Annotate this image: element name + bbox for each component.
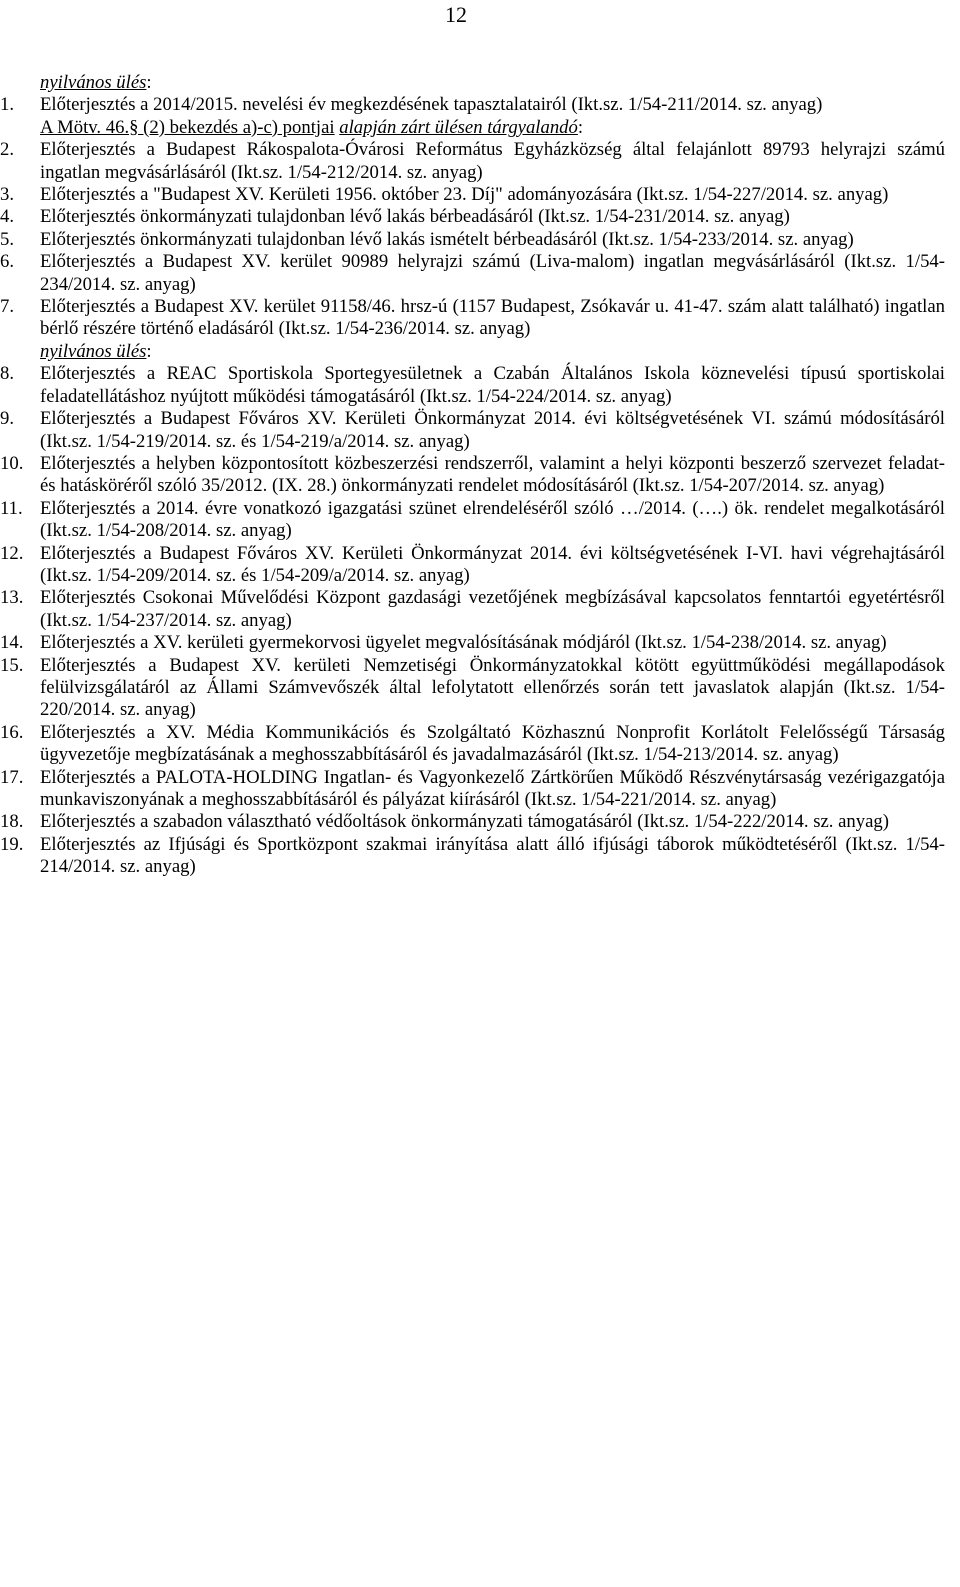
agenda-item [0,811,945,833]
agenda-item [0,542,945,588]
item-text: Előterjesztés a szabadon választható védőoltások önkormányzati támogatásáról (Ikt.sz. 1/54-222/2014. sz. anyag) [40,811,889,833]
item-text: Előterjesztés önkormányzati tulajdonban lévő lakás ismételt bérbeadásáról (Ikt.sz. 1/54-233/2014. sz. anyag) [40,228,854,250]
section-label-public: nyilvános ülés: [40,340,152,362]
item-number: 2. [0,139,15,161]
agenda-item [0,587,945,632]
agenda-item [0,363,945,408]
item-number: 8. [0,363,15,385]
item-number: 14. [0,632,24,654]
agenda-item [0,139,945,184]
item-text: Előterjesztés az Ifjúsági és Sportközpont szakmai irányítása alatt álló ifjúsági táborok működtetéséről (Ikt.sz. 1/54-214/2014. sz. anyag) [40,833,945,878]
agenda-document [0,72,945,879]
item-text: Előterjesztés a XV. Média Kommunikációs és Szolgáltató Közhasznú Nonprofit Korlátolt Felelősségű Társaság ügyvezetője megbízatásának a meghosszabbításáról és javadalmazásáról (Ikt.sz. 1/54-213/2014. sz. anyag) [40,721,945,766]
item-number: 6. [0,251,15,273]
item-number: 3. [0,184,15,206]
item-number: 4. [0,206,15,228]
agenda-item [0,766,945,812]
agenda-item [0,833,945,879]
item-text: Előterjesztés a Budapest Főváros XV. Kerületi Önkormányzat 2014. évi költségvetésének I-VI. havi végrehajtásáról (Ikt.sz. 1/54-209/2014. sz. és 1/54-209/a/2014. sz. anyag) [40,542,945,586]
section-label-public: nyilvános ülés: [40,72,152,93]
agenda-item [0,497,945,543]
item-number: 11. [0,497,23,519]
agenda-item [0,206,945,228]
item-number: 5. [0,228,15,250]
item-number: 13. [0,587,24,609]
item-text: Előterjesztés a Budapest Főváros XV. Kerületi Önkormányzat 2014. évi költségvetésének VI. számú módosításáról (Ikt.sz. 1/54-219/2014. sz. és 1/54-219/a/2014. sz. anyag) [40,408,945,452]
agenda-item [0,296,945,341]
agenda-item [0,721,945,767]
agenda-item [0,632,945,654]
closed-session-note: A Mötv. 46.§ (2) bekezdés a)-c) pontjai alapján zárt ülésen tárgyalandó: [40,116,584,138]
item-number: 10. [0,452,24,474]
agenda-item [0,184,945,206]
agenda-item [0,654,945,722]
agenda-item [0,251,945,296]
item-text: Előterjesztés a helyben központosított közbeszerzési rendszerről, valamint a helyi központi beszerző szervezet feladat- és hatásköréről szóló 35/2012. (IX. 28.) önkormányzati rendelet módosításáról (Ikt.sz. 1/54-207/2014. sz. anyag) [40,452,945,497]
item-number: 17. [0,766,24,788]
item-number: 16. [0,721,24,743]
item-text: Előterjesztés a Budapest XV. kerület 91158/46. hrsz-ú (1157 Budapest, Zsókavár u. 41-47. szám alatt található) ingatlan bérlő részére történő eladásáról (Ikt.sz. 1/54-236/2014. sz. anyag) [40,296,945,340]
item-number: 12. [0,542,24,564]
page-number: 12 [445,2,467,27]
agenda-item [0,94,945,116]
item-number: 7. [0,296,15,318]
item-text: Előterjesztés a 2014. évre vonatkozó igazgatási szünet elrendeléséről szóló …/2014. (….) ök. rendelet megalkotásáról (Ikt.sz. 1/54-208/2014. sz. anyag) [40,497,945,542]
item-text: Előterjesztés Csokonai Művelődési Központ gazdasági vezetőjének megbízásával kapcsolatos fenntartói egyetértésről (Ikt.sz. 1/54-237/2014. sz. anyag) [40,587,945,631]
agenda-item [0,228,945,251]
item-text: Előterjesztés a REAC Sportiskola Sportegyesületnek a Czabán Általános Iskola köznevelési típusú sportiskolai feladatellátáshoz nyújtott működési támogatásáról (Ikt.sz. 1/54-224/2014. sz. anyag) [40,363,945,407]
item-text: Előterjesztés a 2014/2015. nevelési év megkezdésének tapasztalatairól (Ikt.sz. 1/54-211/2014. sz. anyag) [40,94,823,116]
agenda-item [0,452,945,498]
item-text: Előterjesztés a Budapest Rákospalota-Óvárosi Református Egyházközség által felajánlott 89793 helyrajzi számú ingatlan megvásárlásáról (Ikt.sz. 1/54-212/2014. sz. anyag) [40,139,945,183]
item-number: 19. [0,833,24,855]
item-text: Előterjesztés a Budapest XV. kerület 90989 helyrajzi számú (Liva-malom) ingatlan megvásárlásáról (Ikt.sz. 1/54-234/2014. sz. anyag) [40,251,945,295]
item-number: 18. [0,811,24,833]
item-number: 1. [0,94,15,116]
item-text: Előterjesztés a "Budapest XV. Kerületi 1956. október 23. Díj" adományozására (Ikt.sz. 1/54-227/2014. sz. anyag) [40,184,889,206]
item-text: Előterjesztés a PALOTA-HOLDING Ingatlan- és Vagyonkezelő Zártkörűen Működő Részvénytársaság vezérigazgatója munkaviszonyának a meghosszabbításáról és pályázat kiírásáról (Ikt.sz. 1/54-221/2014. sz. anyag) [40,766,945,810]
item-text: Előterjesztés a XV. kerületi gyermekorvosi ügyelet megvalósításának módjáról (Ikt.sz. 1/54-238/2014. sz. anyag) [40,632,887,654]
item-number: 9. [0,408,15,430]
agenda-item [0,408,945,453]
item-number: 15. [0,654,24,676]
item-text: Előterjesztés a Budapest XV. kerületi Nemzetiségi Önkormányzatokkal kötött együttműködési megállapodások felülvizsgálatáról az Állami Számvevőszék által lefolytatott ellenőrzés során tett javaslatok alapján (Ikt.sz. 1/54-220/2014. sz. anyag) [40,654,945,721]
item-text: Előterjesztés önkormányzati tulajdonban lévő lakás bérbeadásáról (Ikt.sz. 1/54-231/2014. sz. anyag) [40,206,790,228]
